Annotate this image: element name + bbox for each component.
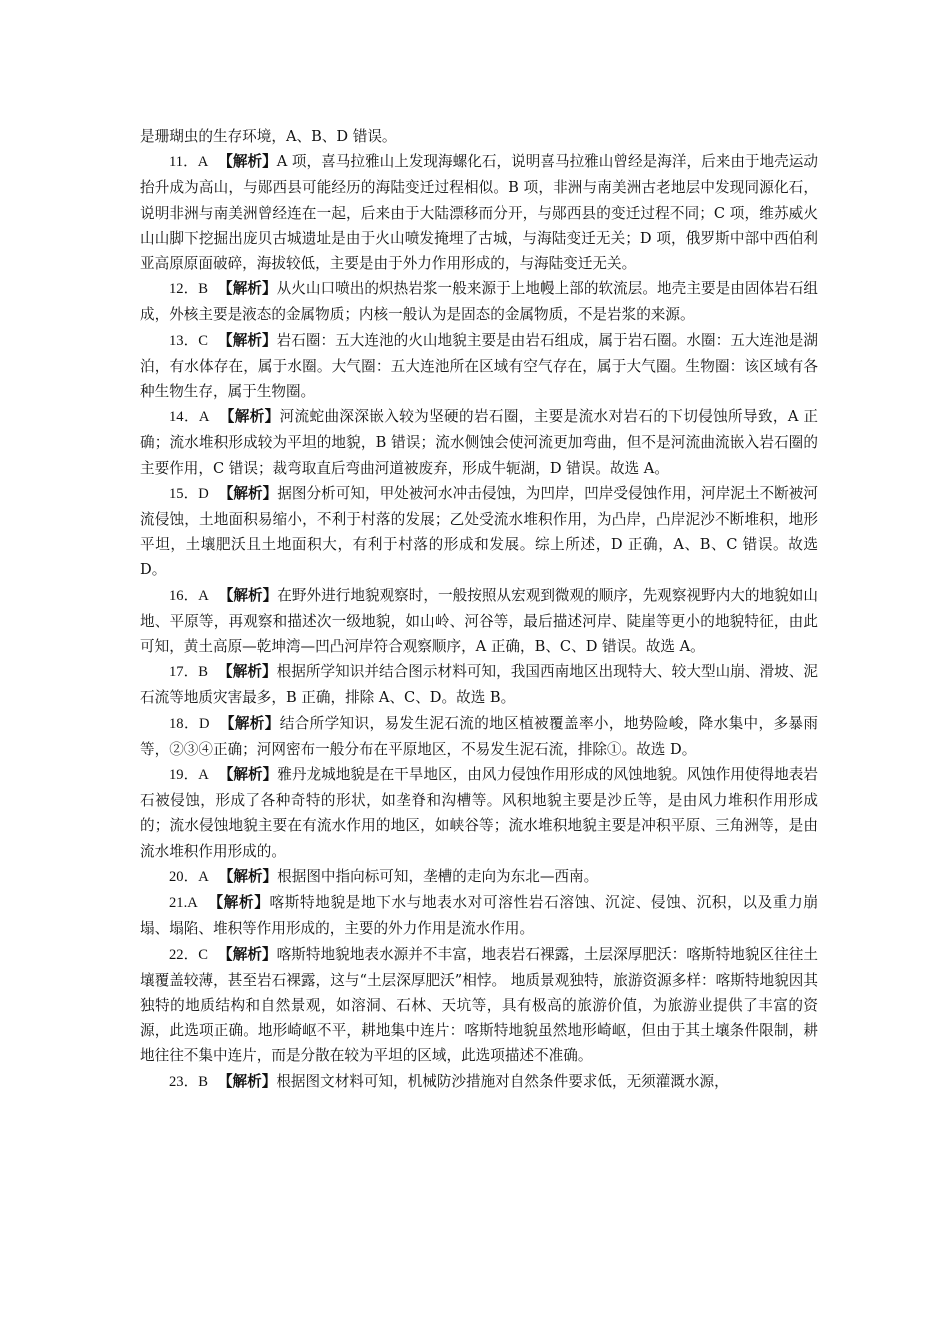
analysis-tag: 【解析】 (218, 331, 277, 349)
item-answer: A (198, 767, 209, 784)
item-text: 河流蛇曲深深嵌入较为坚硬的岩石圈，主要是流水对岩石的下切侵蚀所导致，A 正确；流水堆积形成较为平坦的地貌，B 错误；流水侧蚀会使河流更加弯曲，但不是河流曲流嵌入岩石圈的主要作用，C 错误；裁弯取直后弯曲河道被废弃，形成牛轭湖，D 错误。故选 A。 (140, 408, 818, 477)
item-answer: D (198, 485, 209, 502)
item-answer: A (187, 895, 198, 912)
item-answer: A (198, 868, 209, 885)
item-text: 岩石圈：五大连池的火山地貌主要是由岩石组成，属于岩石圈。水圈：五大连池是湖泊，有水体存在，属于水圈。大气圈：五大连池所在区域有空气存在，属于大气圈。生物圈：该区域有各种生物生存，属于生物圈。 (140, 331, 818, 401)
item-answer: B (198, 1073, 208, 1090)
answer-list (140, 149, 818, 1095)
item-answer: C (198, 332, 209, 349)
item-number: 14． (169, 409, 199, 426)
item-number: 23． (169, 1073, 199, 1090)
analysis-tag: 【解析】 (219, 714, 280, 732)
item-number: 16． (169, 587, 199, 604)
item-number: 19． (169, 767, 199, 784)
analysis-tag: 【解析】 (218, 484, 278, 502)
answer-item (140, 711, 818, 762)
analysis-tag: 【解析】 (218, 663, 277, 681)
answer-item (140, 1069, 818, 1095)
item-text: 结合所学知识，易发生泥石流的地区植被覆盖率小，地势险峻，降水集中，多暴雨等，②③④正确；河网密布一般分布在平原地区，不易发生泥石流，排除①。故选 D。 (140, 714, 818, 758)
item-answer: C (198, 946, 209, 963)
answer-item (140, 404, 818, 481)
item-answer: D (198, 715, 210, 732)
analysis-tag: 【解析】 (207, 894, 270, 912)
item-text: 根据图中指向标可知，垄槽的走向为东北—西南。 (277, 867, 599, 885)
item-answer: B (198, 281, 209, 298)
document-page (140, 124, 818, 1095)
analysis-tag: 【解析】 (219, 408, 280, 426)
analysis-tag: 【解析】 (218, 586, 278, 604)
item-number: 18． (169, 715, 199, 732)
item-number: 22． (169, 946, 199, 963)
item-number: 12． (169, 281, 199, 298)
item-answer: A (197, 154, 209, 171)
answer-item (140, 583, 818, 660)
item-number: 21. (169, 895, 188, 912)
item-text: 从火山口喷出的炽热岩浆一般来源于上地幔上部的软流层。地壳主要是由固体岩石组成，外核主要是液态的金属物质；内核一般认为是固态的金属物质，不是岩浆的来源。 (140, 280, 818, 324)
item-answer: A (198, 409, 210, 426)
answer-item (140, 276, 818, 327)
item-text: A 项，喜马拉雅山上发现海螺化石，说明喜马拉雅山曾经是海洋，后来由于地壳运动抬升成为高山，与郧西县可能经历的海陆变迁过程相似。B 项，非洲与南美洲古老地层中发现同源化石，说明非洲与南美洲曾经连在一起，后来由于大陆漂移而分开，与郧西县的变迁过程不同；C 项，维苏威火山山脚下挖掘出庞贝古城遗址是由于火山喷发掩埋了古城，与海陆变迁无关；D 项，俄罗斯中部中西伯利亚高原原面破碎，海拔较低，主要是由于外力作用形成的，与海陆变迁无关。 (140, 153, 818, 273)
item-text: 根据所学知识并结合图示材料可知，我国西南地区出现特大、较大型山崩、滑坡、泥石流等地质灾害最多，B 正确，排除 A、C、D。故选 B。 (140, 663, 818, 707)
item-answer: A (198, 587, 209, 604)
item-text: 在野外进行地貌观察时，一般按照从宏观到微观的顺序，先观察视野内大的地貌如山地、平原等，再观察和描述次一级地貌，如山岭、河谷等，最后描述河岸、陡崖等更小的地貌特征，由此可知，黄土高原—乾坤湾—凹凸河岸符合观察顺序，A 正确，B、C、D 错误。故选 A。 (140, 586, 818, 656)
item-text: 喀斯特地貌地表水源并不丰富，地表岩石裸露，土层深厚肥沃：喀斯特地貌区往往土壤覆盖较薄，甚至岩石裸露，这与“土层深厚肥沃”相悖。 地质景观独特，旅游资源多样：喀斯特地貌因其独特的地质结构和自然景观，如溶洞、石林、天坑等，具有极高的旅游价值，为旅游业提供了丰富的资源，此选项正确。地形崎岖不平，耕地集中连片：喀斯特地貌虽然地形崎岖，但由于其土壤条件限制，耕地往往不集中连片，而是分散在较为平坦的区域，此选项描述不准确。 (140, 945, 818, 1065)
analysis-tag: 【解析】 (218, 867, 278, 885)
item-text: 据图分析可知，甲处被河水冲击侵蚀，为凹岸，凹岸受侵蚀作用，河岸泥土不断被河流侵蚀，土地面积易缩小，不利于村落的发展；乙处受流水堆积作用，为凸岸，凸岸泥沙不断堆积，地形平坦，土壤肥沃且土地面积大，有利于村落的形成和发展。综上所述，D 正确，A、B、C 错误。故选 D。 (140, 484, 818, 579)
item-text: 喀斯特地貌是地下水与地表水对可溶性岩石溶蚀、沉淀、侵蚀、沉积，以及重力崩塌、塌陷、堆积等作用形成的，主要的外力作用是流水作用。 (140, 894, 818, 938)
analysis-tag: 【解析】 (218, 945, 277, 963)
item-number: 17． (169, 664, 199, 681)
answer-item (140, 762, 818, 864)
item-number: 13． (169, 332, 199, 349)
lead-paragraph: 是珊瑚虫的生存环境，A、B、D 错误。 (140, 128, 397, 145)
analysis-tag: 【解析】 (218, 153, 277, 171)
answer-item (140, 481, 818, 583)
answer-item (140, 659, 818, 710)
answer-item (140, 942, 818, 1069)
item-number: 15． (169, 485, 199, 502)
item-number: 20． (169, 868, 199, 885)
answer-item (140, 328, 818, 405)
item-text: 根据图文材料可知，机械防沙措施对自然条件要求低，无须灌溉水源， (276, 1072, 729, 1090)
answer-item (140, 864, 818, 890)
analysis-tag: 【解析】 (218, 766, 278, 784)
analysis-tag: 【解析】 (217, 1072, 277, 1090)
item-text: 雅丹龙城地貌是在干旱地区，由风力侵蚀作用形成的风蚀地貌。风蚀作用使得地表岩石被侵蚀，形成了各种奇特的形状，如垄脊和沟槽等。风积地貌主要是沙丘等，是由风力堆积作用形成的；流水侵蚀地貌主要在有流水作用的地区，如峡谷等；流水堆积地貌主要是冲积平原、三角洲等，是由流水堆积作用形成的。 (140, 766, 818, 860)
item-answer: B (198, 664, 209, 681)
analysis-tag: 【解析】 (218, 280, 277, 298)
item-number: 11． (169, 154, 198, 171)
answer-item (140, 890, 818, 941)
answer-item (140, 149, 818, 276)
